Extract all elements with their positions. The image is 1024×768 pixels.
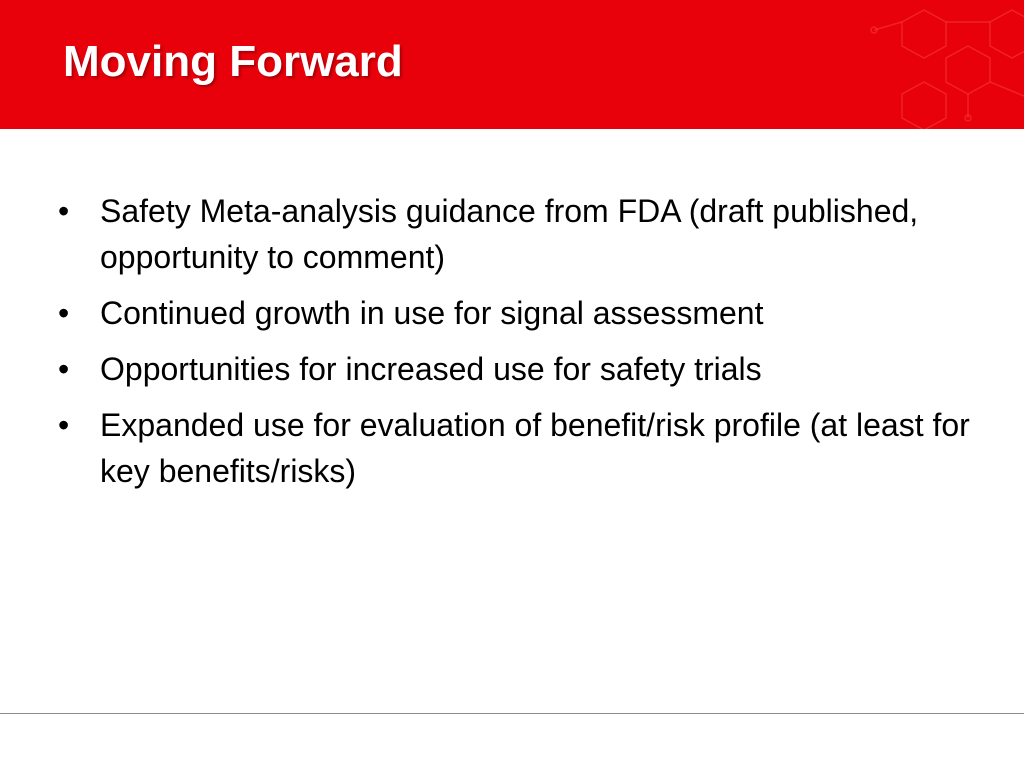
molecule-pattern-decoration	[724, 0, 1024, 129]
footer-divider	[0, 713, 1024, 714]
bullet-text: Continued growth in use for signal assessment	[100, 295, 764, 331]
bullet-list	[58, 188, 988, 504]
bullet-item	[58, 346, 988, 392]
bullet-item	[58, 290, 988, 336]
bullet-item	[58, 188, 988, 280]
bullet-icon: •	[58, 407, 70, 443]
bullet-text: Safety Meta-analysis guidance from FDA (draft published, opportunity to comment)	[100, 193, 919, 275]
bullet-item	[58, 402, 988, 494]
title-banner	[0, 0, 1024, 129]
slide-title: Moving Forward	[63, 37, 403, 86]
bullet-text: Opportunities for increased use for safety trials	[100, 351, 762, 387]
bullet-icon: •	[58, 295, 70, 331]
bullet-icon: •	[58, 351, 70, 387]
bullet-icon: •	[58, 193, 70, 229]
bullet-text: Expanded use for evaluation of benefit/risk profile (at least for key benefits/risks)	[100, 407, 970, 489]
